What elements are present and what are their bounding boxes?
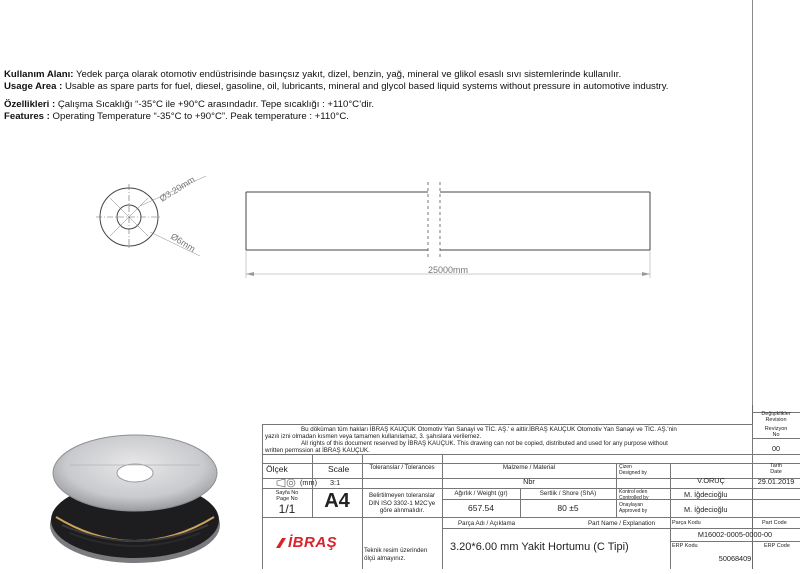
part-name-label: Parça Adı / Açıklama — [458, 520, 516, 527]
drawn-label-en: Designed by — [619, 469, 647, 476]
usage-en-text: Usable as spare parts for fuel, diesel, gasoline, oil, lubricants, mineral and glycol based liquid systems without pressure in automotive industry. — [62, 80, 669, 92]
tolerance-note: Belirtilmeyen toleranslar DIN ISO 3302-1 M2C'ye göre alınmalıdır. — [368, 492, 436, 514]
part-code-label-en: Part Code — [762, 520, 787, 526]
checked-by: M. İğdecioğlu — [684, 490, 728, 499]
drawn-header — [619, 465, 669, 476]
inner-diameter-label: Ø3.20mm — [157, 174, 197, 204]
checked-label: Kontrol eden — [619, 489, 648, 495]
date-value: 29.01.2019 — [757, 477, 795, 486]
revision-no-header — [752, 426, 800, 438]
rights-text-tr: Bu döküman tüm hakları İBRAŞ KAUÇUK Otomotiv Yan Sanayi ve TİC. AŞ.' e aittir.İBRAŞ KAUÇUK Otomotiv Yan Sanayi ve TİC. AŞ.'nin — [301, 426, 677, 433]
tb-line — [262, 424, 752, 425]
erp-code: 50068409 — [718, 554, 752, 563]
tb-vline — [616, 463, 617, 517]
features-tr-label: Özellikleri : — [4, 99, 56, 111]
approved-header — [619, 503, 669, 514]
features-tr-text: Çalışma Sıcaklığı “-35°C ile +90°C arasındadır. Tepe sıcaklığı : +110°C’dir. — [55, 99, 375, 111]
part-code-label: Parça Kodu — [672, 520, 701, 526]
hardness-label: Sertlik / Shore (ShA) — [539, 490, 597, 497]
revisions-label: Değişiklikler — [761, 411, 791, 417]
usage-tr-text: Yedek parça olarak otomotiv endüstrisinde basınçsız yakıt, dizel, benzin, yağ, mineral ve glikol esaslı sıvı sistemlerinde kullanılır. — [73, 69, 622, 80]
revision-no: 00 — [771, 444, 781, 453]
footer-note: Teknik resim üzerinden ölçü almayınız. — [364, 547, 428, 562]
features-en-label: Features : — [4, 110, 50, 122]
projection-symbol-icon — [276, 478, 298, 488]
rights-text-en: All rights of this document reserved by İBRAŞ KAUÇUK. This drawing can not be copied, distributed and used for any purpose without — [301, 440, 668, 447]
drawn-label: Çizen — [619, 464, 632, 470]
part-name: 3.20*6.00 mm Yakit Hortumu (C Tipi) — [450, 541, 629, 553]
logo-text: İBRAŞ — [288, 534, 338, 551]
page-value: 1/1 — [278, 502, 296, 516]
rights-text-tr2: yazılı izni olmadan kısmen veya tamamen kullanılamaz, 3. şahıslara verilemez. — [265, 433, 482, 440]
approved-by: M. İğdecioğlu — [684, 505, 728, 514]
usage-tr-label: Kullanım Alanı: — [4, 69, 74, 80]
revisions-header — [752, 411, 800, 423]
date-label: Tarih — [770, 463, 782, 469]
material-label: Malzeme / Material — [502, 464, 556, 471]
revision-no-label-en: No — [772, 432, 780, 438]
olcek-label: Ölçek — [266, 464, 288, 474]
weight-value: 657.54 — [468, 503, 494, 513]
unit-text: (mm) — [300, 478, 318, 487]
checked-label-en: Controlled by — [619, 494, 649, 501]
erp-label: ERP Kodu — [672, 543, 698, 549]
tb-line — [262, 488, 800, 489]
scale-label: Scale — [328, 464, 350, 474]
product-photo — [40, 425, 230, 569]
page-header — [262, 490, 312, 502]
tb-line — [262, 454, 800, 455]
material-value: Nbr — [523, 477, 535, 486]
approved-label-en: Approved by — [619, 507, 648, 514]
tolerances-label: Toleranslar / Tolerances — [369, 464, 435, 471]
revisions-label-en: Revision — [765, 417, 787, 423]
tb-line — [442, 528, 800, 529]
paper-size: A4 — [324, 490, 350, 512]
page-label-en: Page No — [276, 496, 298, 502]
revision-no-label: Revizyon — [764, 426, 788, 432]
outer-diameter-label: Ø6mm — [168, 231, 198, 255]
logo-mark-icon — [274, 536, 288, 550]
tb-line — [262, 517, 800, 518]
page-label: Sayfa No — [275, 490, 299, 496]
tb-line — [752, 438, 800, 439]
part-name-label-en: Part Name / Explanation — [588, 520, 656, 527]
features-en-text: Operating Temperature “-35°C to +90°C”. Peak temperature : +110°C. — [49, 110, 349, 122]
drawn-by: V.ORUÇ — [697, 476, 725, 485]
erp-label-en: ERP Code — [764, 543, 790, 549]
hose-side-view — [246, 182, 650, 278]
length-label: 25000mm — [427, 265, 469, 275]
part-code: M16002-0005-0000-00 — [697, 530, 773, 539]
approved-label: Onaylayan — [619, 502, 643, 508]
checked-header — [619, 490, 669, 501]
tb-line — [670, 541, 800, 542]
scale-value: 3:1 — [330, 478, 341, 487]
hose-spool-image — [40, 425, 230, 569]
tb-vline — [362, 454, 363, 569]
company-logo — [270, 533, 360, 553]
weight-label: Ağırlık / Weight (gr) — [454, 490, 508, 497]
date-label-en: Date — [770, 469, 782, 475]
hardness-value: 80 ±5 — [557, 503, 579, 513]
rights-text-en2: written permssion at İBRAŞ KAUÇUK. — [265, 447, 370, 454]
rights-notice — [265, 426, 749, 454]
date-header — [752, 463, 800, 475]
usage-en-label: Usage Area : — [4, 80, 63, 92]
